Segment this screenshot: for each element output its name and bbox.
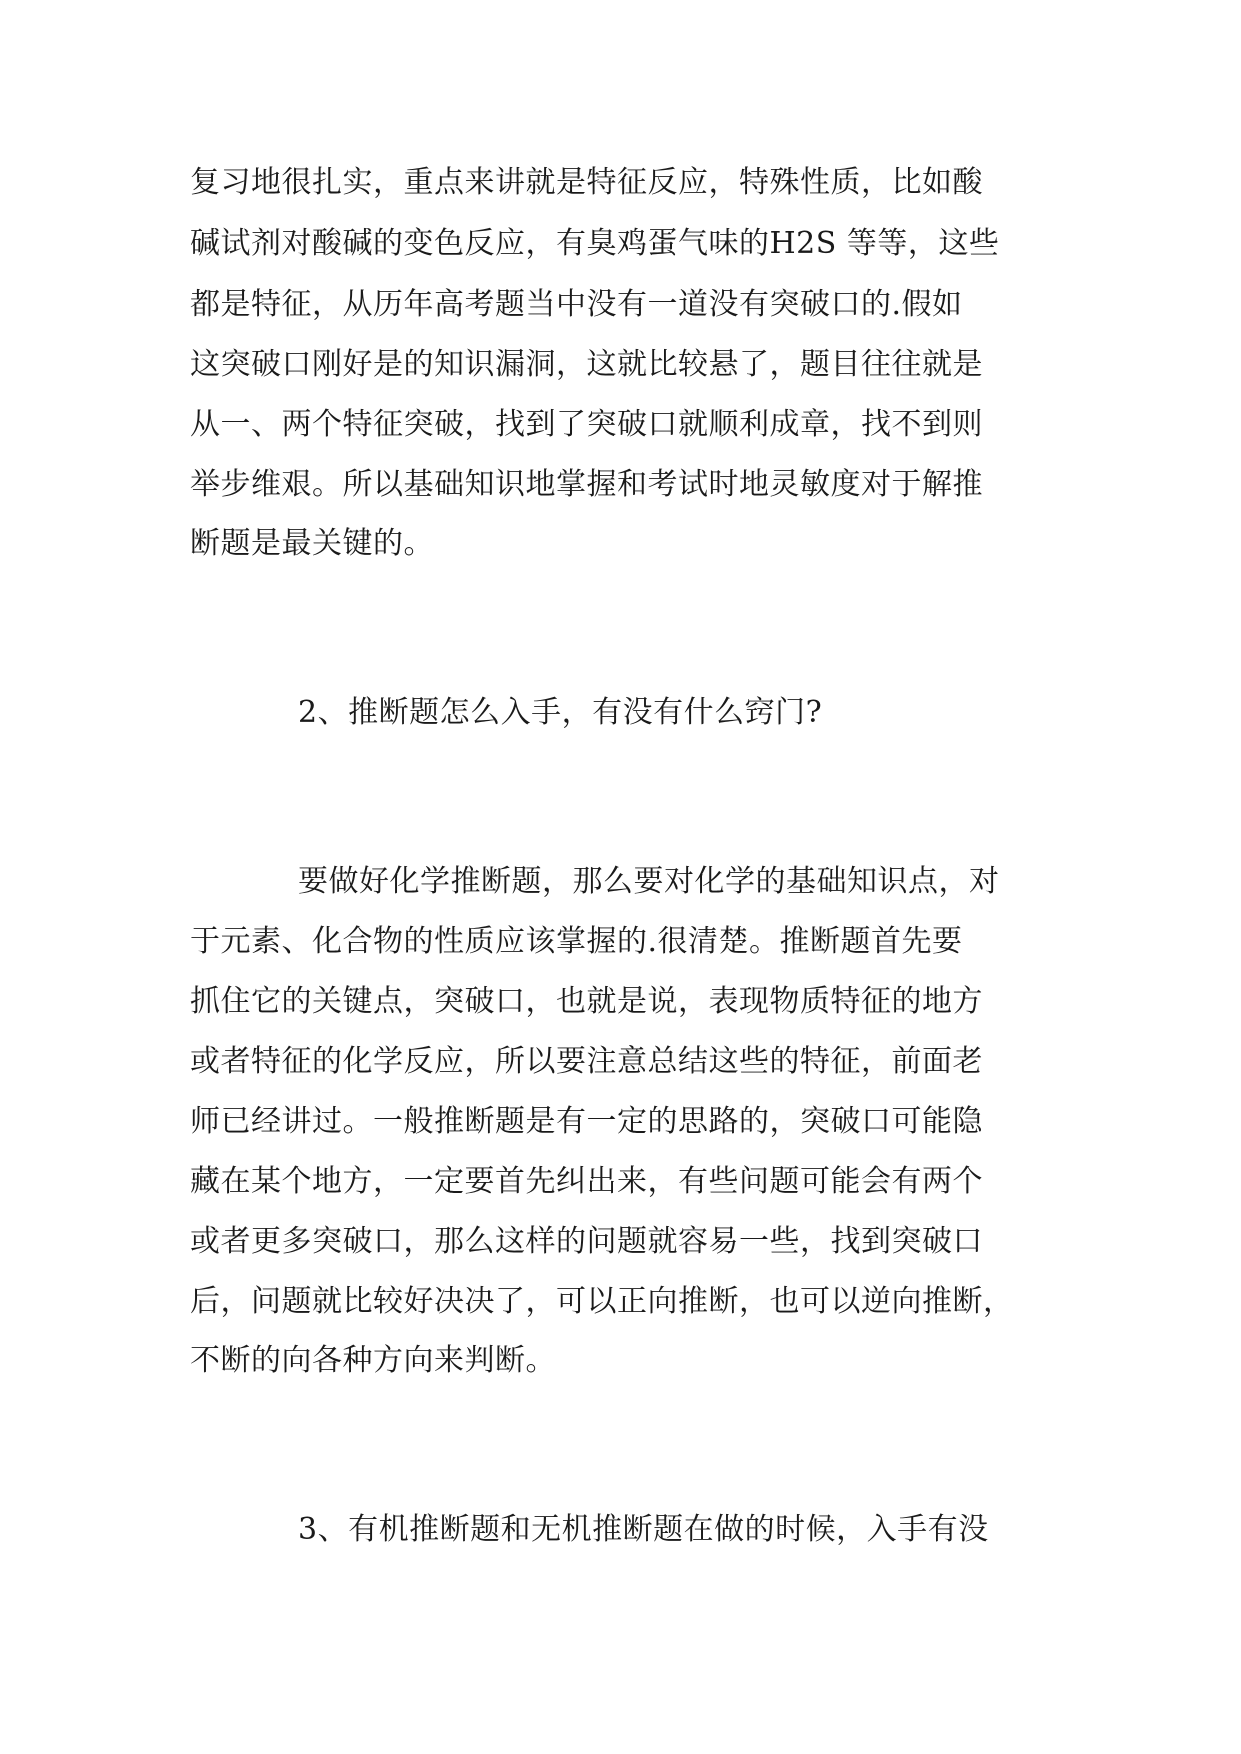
paragraph-2-line-9: 不断的向各种方向来判断。 xyxy=(190,1343,556,1378)
section-2-heading: 2、推断题怎么入手，有没有什么窍门? xyxy=(298,695,823,730)
paragraph-1-line-3: 都是特征，从历年高考题当中没有一道没有突破口的.假如 xyxy=(190,287,963,322)
paragraph-2-line-1: 要做好化学推断题，那么要对化学的基础知识点，对 xyxy=(298,864,1000,899)
paragraph-1-line-6: 举步维艰。所以基础知识地掌握和考试时地灵敏度对于解推 xyxy=(190,467,983,502)
paragraph-2-line-2: 于元素、化合物的性质应该掌握的.很清楚。推断题首先要 xyxy=(190,924,963,959)
paragraph-1-line-4: 这突破口刚好是的知识漏洞，这就比较悬了，题目往往就是 xyxy=(190,347,983,382)
paragraph-2-line-8: 后，问题就比较好决决了，可以正向推断，也可以逆向推断， xyxy=(190,1284,1014,1319)
section-3-heading: 3、有机推断题和无机推断题在做的时候，入手有没 xyxy=(298,1512,989,1547)
paragraph-2-line-3: 抓住它的关键点，突破口，也就是说，表现物质特征的地方 xyxy=(190,984,983,1019)
paragraph-1-line-5: 从一、两个特征突破，找到了突破口就顺利成章，找不到则 xyxy=(190,407,983,442)
paragraph-1-line-2: 碱试剂对酸碱的变色反应，有臭鸡蛋气味的H2S 等等，这些 xyxy=(190,226,1000,261)
paragraph-2-line-7: 或者更多突破口，那么这样的问题就容易一些，找到突破口 xyxy=(190,1224,983,1259)
paragraph-2-line-6: 藏在某个地方，一定要首先纠出来，有些问题可能会有两个 xyxy=(190,1164,983,1199)
paragraph-1-line-1: 复习地很扎实，重点来讲就是特征反应，特殊性质，比如酸 xyxy=(190,165,983,200)
paragraph-2-line-4: 或者特征的化学反应，所以要注意总结这些的特征，前面老 xyxy=(190,1044,983,1079)
paragraph-1-line-7: 断题是最关键的。 xyxy=(190,526,434,561)
paragraph-2-line-5: 师已经讲过。一般推断题是有一定的思路的，突破口可能隐 xyxy=(190,1104,983,1139)
